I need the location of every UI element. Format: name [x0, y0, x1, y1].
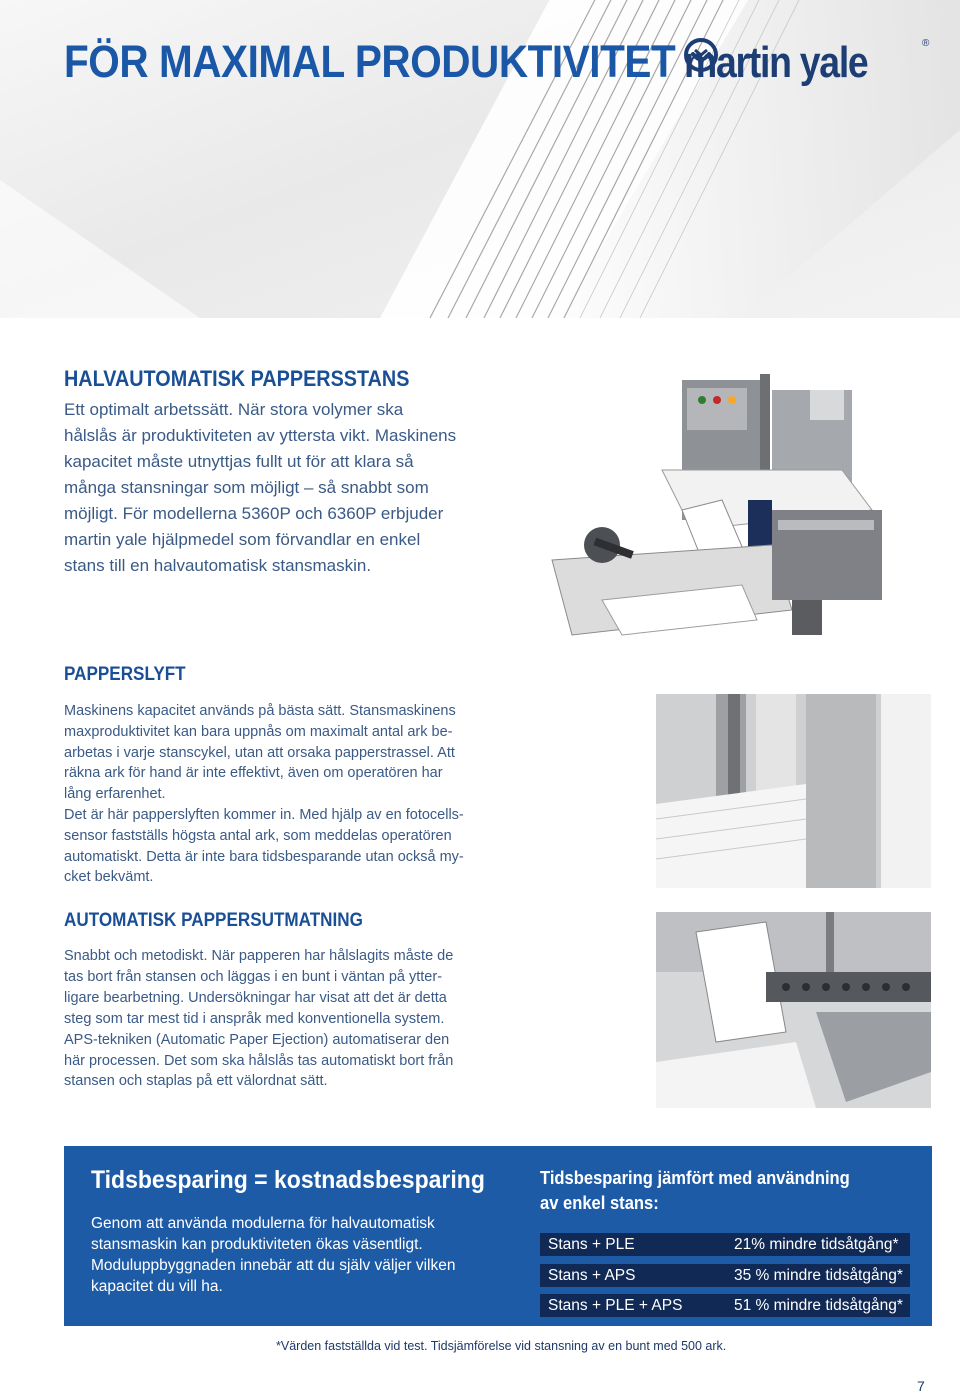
comparison-row — [540, 1294, 910, 1317]
punch-machine-photo — [542, 370, 910, 640]
banner-title: Tidsbesparing = kostnadsbesparing — [91, 1166, 485, 1194]
paper-output-graphic — [656, 912, 931, 1108]
text-line: räkna ark för hand är inte effektivt, även om operatören har — [64, 765, 443, 782]
logo-wordmark: martin yale — [684, 38, 868, 87]
comparison-value: 35 % mindre tidsåtgång* — [734, 1266, 903, 1284]
text-line: martin yale hjälpmedel som förvandlar en enkel — [64, 530, 421, 549]
text-line: Maskinens kapacitet används på bästa sätt. Stansmaskinens — [64, 703, 456, 719]
banner-text — [91, 1213, 487, 1297]
text-line: Det är här papperslyften kommer in. Med hjälp av en fotocells- — [64, 806, 464, 823]
logo-registered-mark: ® — [922, 38, 930, 49]
text-line: cket bekvämt. — [64, 869, 154, 886]
banner-text-line: kapacitet du vill ha. — [91, 1278, 223, 1295]
paper-lift-graphic — [656, 694, 931, 888]
text-line: steg som tar mest tid i anspråk med konventionella system. — [64, 1010, 445, 1027]
comparison-row — [540, 1233, 910, 1256]
text-line: tas bort från stansen och läggas i en bunt i väntan på ytter- — [64, 968, 443, 985]
text-line: här processen. Det som ska hålslås tas automatiskt bort från — [64, 1052, 454, 1069]
section-heading-automatisk: AUTOMATISK PAPPERSUTMATNING — [64, 910, 363, 931]
text-line: stansen och staplas på ett välordnat sätt. — [64, 1073, 328, 1090]
page-title: FÖR MAXIMAL PRODUKTIVITET — [64, 36, 676, 87]
text-line: lång erfarenhet. — [64, 786, 166, 803]
comparison-label: Stans + APS — [548, 1266, 636, 1284]
comparison-value: 51 % mindre tidsåtgång* — [734, 1297, 903, 1315]
comparison-table — [540, 1233, 910, 1325]
footnote: *Värden fastställda vid test. Tidsjämförelse vid stansning av en bunt med 500 ark. — [276, 1339, 727, 1353]
banner-text-line: Genom att använda modulerna för halvautomatisk — [91, 1215, 435, 1232]
section-text-halvautomatisk — [64, 397, 488, 579]
comparison-title-line: av enkel stans: — [540, 1193, 659, 1213]
comparison-label: Stans + PLE — [548, 1236, 635, 1253]
text-line: sensor fastställs högsta antal ark, som meddelas operatören — [64, 827, 452, 844]
section-heading-halvautomatisk: HALVAUTOMATISK PAPPERSSTANS — [64, 366, 410, 391]
text-line: ligare bearbetning. Undersökningar har visat att det är detta — [64, 989, 447, 1006]
hero-paper-stack-image — [0, 0, 960, 318]
banner-text-line: Moduluppbyggnaden innebär att du själv väljer vilken — [91, 1257, 456, 1274]
text-line: kapacitet måste utnyttjas fullt ut för att klara så — [64, 452, 414, 471]
comparison-title — [540, 1166, 850, 1216]
savings-banner — [64, 1146, 932, 1326]
martin-yale-logo — [684, 38, 930, 88]
paper-output-photo — [656, 912, 931, 1108]
comparison-label: Stans + PLE + APS — [548, 1297, 683, 1315]
text-line: APS-tekniken (Automatic Paper Ejection) automatiserar den — [64, 1031, 450, 1048]
comparison-title-line: Tidsbesparing jämfört med användning — [540, 1168, 850, 1188]
text-line: automatiskt. Detta är inte bara tidsbesparande utan också my- — [64, 848, 464, 865]
text-line: stans till en halvautomatisk stansmaskin. — [64, 556, 372, 575]
text-line: många stansningar som möjligt – så snabbt som — [64, 478, 429, 497]
section-text-automatisk — [64, 946, 488, 1092]
banner-text-line: stansmaskin kan produktiviteten ökas väsentligt. — [91, 1236, 423, 1253]
comparison-row — [540, 1264, 910, 1287]
comparison-value: 21% mindre tidsåtgång* — [734, 1236, 899, 1253]
paper-lift-photo — [656, 694, 931, 888]
text-line: arbetas i varje stanscykel, utan att orsaka papperstrassel. Att — [64, 744, 455, 761]
text-line: hålslås är produktiviteten av yttersta vikt. Maskinens — [64, 426, 457, 445]
punch-machine-graphic — [542, 370, 910, 640]
text-line: möjligt. För modellerna 5360P och 6360P erbjuder — [64, 504, 444, 523]
text-line: maxproduktivitet kan bara uppnås om maximalt antal ark be- — [64, 723, 453, 740]
text-line: Snabbt och metodiskt. När papperen har hålslagits måste de — [64, 948, 454, 964]
section-heading-papperslyft: PAPPERSLYFT — [64, 664, 186, 685]
section-text-papperslyft — [64, 701, 488, 888]
page-number: 7 — [917, 1378, 925, 1394]
text-line: Ett optimalt arbetssätt. När stora volymer ska — [64, 400, 404, 419]
